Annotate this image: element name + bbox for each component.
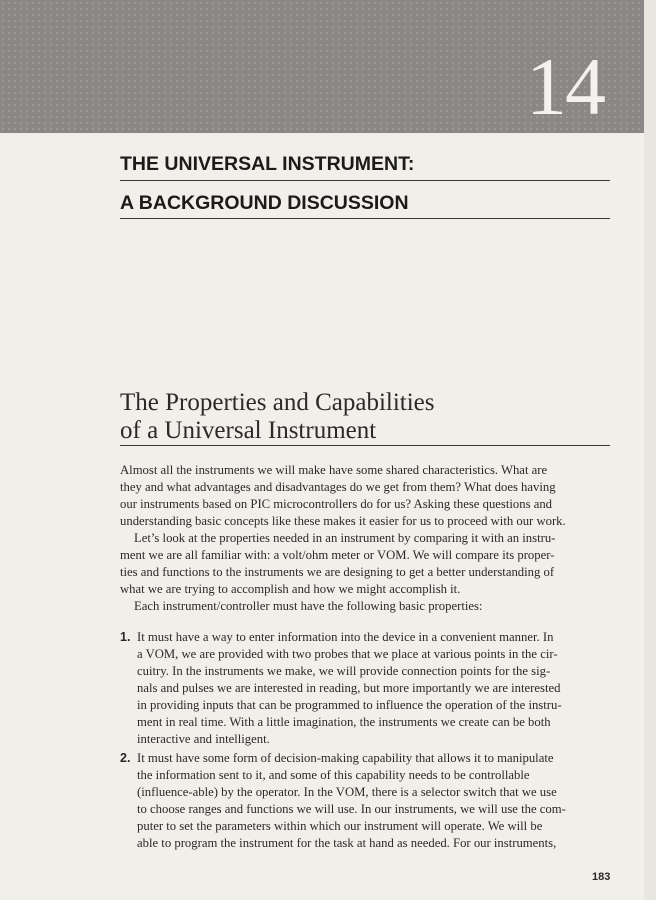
section-title-line-1: The Properties and Capabilities [120,389,435,416]
list-item-line: It must have some form of decision-making capability that allows it to manipulate [137,751,554,765]
page-edge [644,0,656,900]
body-line: they and what advantages and disadvantages do we get from them? What does having [120,480,556,494]
body-line: what we are trying to accomplish and how we might accomplish it. [120,582,461,596]
list-item-line: nals and pulses we are interested in reading, but more importantly we are interested [137,681,561,695]
body-line: ment we are all familiar with: a volt/ohm meter or VOM. We will compare its proper- [120,548,555,562]
page-number: 183 [592,871,611,883]
chapter-title-line-1: THE UNIVERSAL INSTRUMENT: [120,153,415,175]
list-item-line: to choose ranges and functions we will use. In our instruments, we will use the com- [137,802,566,816]
list-item-line: able to program the instrument for the task at hand as needed. For our instruments, [137,836,557,850]
body-line: Let’s look at the properties needed in an instrument by comparing it with an instru- [134,531,556,545]
list-item-number: 1. [120,630,131,644]
list-item-line: puter to set the parameters within which our instrument will operate. We will be [137,819,543,833]
body-line: Almost all the instruments we will make have some shared characteristics. What are [120,463,548,477]
section-rule [120,445,610,446]
chapter-title-line-2: A BACKGROUND DISCUSSION [120,192,409,214]
section-title-line-2: of a Universal Instrument [120,417,377,444]
list-item-line: interactive and intelligent. [137,732,270,746]
body-line: understanding basic concepts like these makes it easier for us to proceed with our work. [120,514,566,528]
chapter-number: 14 [526,41,604,132]
title-rule [120,218,610,219]
list-item-line: in providing inputs that can be programmed to influence the operation of the instru- [137,698,562,712]
body-line: our instruments based on PIC microcontrollers do for us? Asking these questions and [120,497,553,511]
list-item-line: the information sent to it, and some of this capability needs to be controllable [137,768,530,782]
list-item-line: cuitry. In the instruments we make, we will provide connection points for the sig- [137,664,551,678]
list-item-line: ment in real time. With a little imagination, the instruments we create can be both [137,715,551,729]
body-line: Each instrument/controller must have the following basic properties: [134,599,483,613]
list-item-line: It must have a way to enter information into the device in a convenient manner. In [137,630,554,644]
body-line: ties and functions to the instruments we are designing to get a better understanding of [120,565,555,579]
chapter-banner [0,0,644,133]
list-item-number: 2. [120,751,131,765]
list-item-line: a VOM, we are provided with two probes that we place at various points in the cir- [137,647,558,661]
title-rule [120,180,610,181]
list-item-line: (influence-able) by the operator. In the VOM, there is a selector switch that we use [137,785,557,799]
